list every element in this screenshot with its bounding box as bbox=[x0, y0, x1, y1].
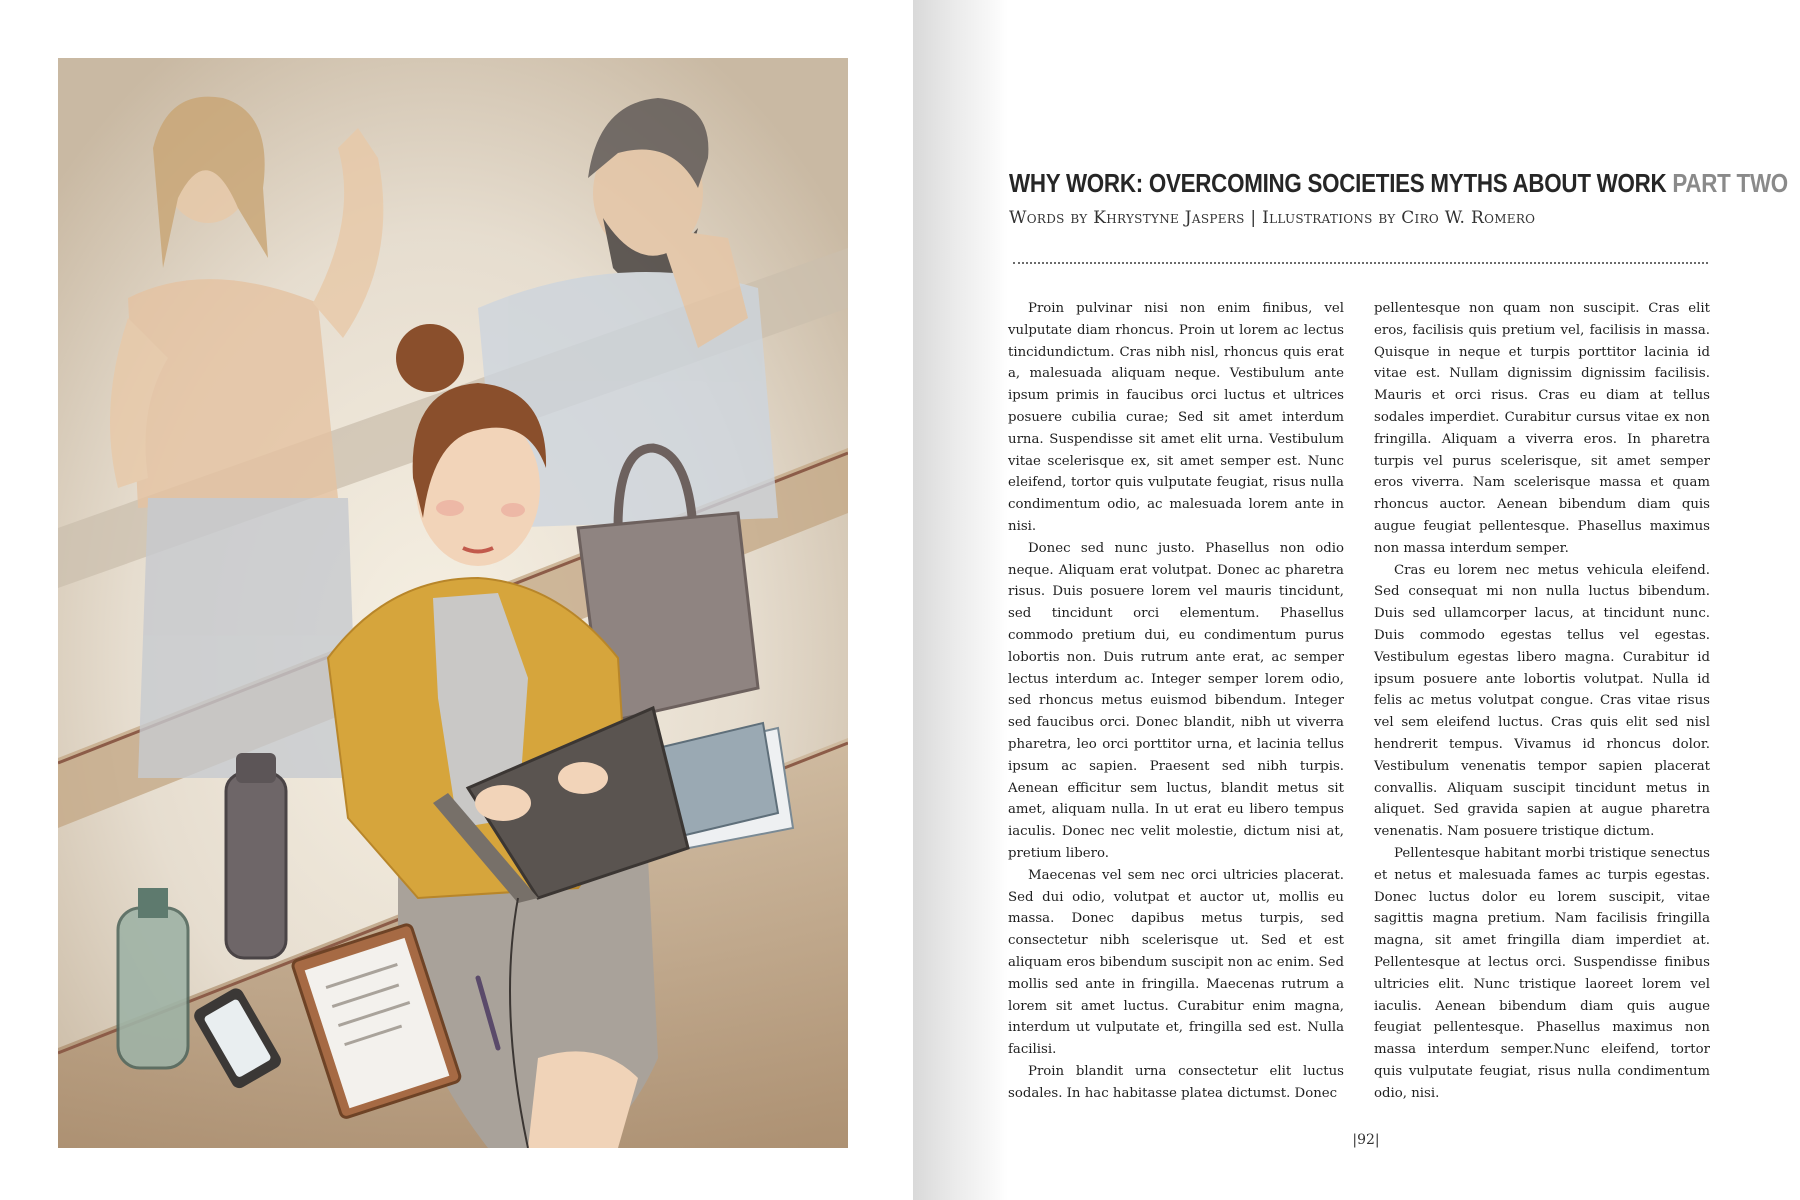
dotted-divider bbox=[1013, 262, 1708, 264]
thermos bbox=[226, 753, 286, 958]
paragraph: Proin pulvinar nisi non enim finibus, vel vulputate diam rhoncus. Proin ut lorem ac lectus tincidundictum. Cras nibh nisl, rhoncus quis erat a, malesuada aliquam neque. Vestibulum ante ipsum primis in faucibus orci luctus et ultrices posuere cubilia curae; Sed sit amet interdum urna. Suspendisse sit amet elit urna. Vestibulum vitae scelerisque ex, sit amet semper est. Nunc eleifend, tortor quis vulputate feugiat, risus nulla condimentum odio, ac malesuada lorem ante in nisi. bbox=[1008, 301, 1344, 534]
paragraph: Donec sed nunc justo. Phasellus non odio neque. Aliquam erat volutpat. Donec ac pharetra risus. Duis posuere lorem vel mauris tincidunt, sed tincidunt orci elementum. Phasellus commodo pretium dui, eu condimentum purus lobortis non. Duis rutrum ante erat, ac semper lectus interdum ac. Integer semper lorem odio, sed rhoncus metus euismod bibendum. Integer sed faucibus orci. Donec blandit, nibh ut viverra pharetra, leo orci porttitor urna, et lacinia tellus ipsum ac sapien. Praesent sed nibh turpis. Aenean efficitur sem luctus, blandit metus sit amet, aliquam nulla. In ut erat eu libero tempus iaculis. Donec nec velit molestie, dictum nisi at, pretium libero. bbox=[1008, 540, 1344, 861]
paragraph: Cras eu lorem nec metus vehicula eleifend. Sed consequat mi non nulla luctus bibendum. Duis sed ullamcorper lacus, at tincidunt nunc. Duis commodo egestas tellus vel egestas. Vestibulum egestas libero magna. Curabitur id ipsum posuere ante lobortis volutpat. Nulla id felis ac metus volutpat congue. Cras vitae risus vel sem eleifend luctus. Cras quis elit sed nisl hendrerit tempus. Vivamus id rhoncus dolor. Vestibulum venenatis tempor sapien placerat convallis. Aliquam suscipit tincidunt metus in aliquet. Sed gravida sapien at augue pharetra venenatis. Nam posuere tristique dictum. bbox=[1374, 562, 1710, 840]
text-column-right bbox=[1374, 298, 1710, 1104]
book-spine-shadow bbox=[913, 0, 1008, 1200]
text-column-left bbox=[1008, 298, 1344, 1104]
water-bottle bbox=[118, 888, 188, 1068]
title-main: WHY WORK: OVERCOMING SOCIETIES MYTHS ABOUT WORK bbox=[1009, 168, 1667, 198]
paragraph: pellentesque non quam non suscipit. Cras elit eros, facilisis quis pretium vel, facilisis in massa. Quisque in neque et turpis porttitor lacinia id vitae est. Nullam dignissim dignissim facilisis. Mauris et orci risus. Cras eu diam at tellus sodales imperdiet. Curabitur cursus vitae ex non fringilla. Aliquam a viverra eros. In pharetra turpis vel purus scelerisque, sit amet semper eros viverra. Nam scelerisque massa et quam rhoncus auctor. Aenean bibendum diam quis augue feugiat pellentesque. Phasellus maximus non massa interdum semper. bbox=[1374, 301, 1710, 556]
article-illustration bbox=[58, 58, 848, 1148]
article-byline: Words by Khrystyne Jaspers | Illustrations by Ciro W. Romero bbox=[1009, 208, 1536, 228]
paragraph: Maecenas vel sem nec orci ultricies placerat. Sed dui odio, volutpat et auctor ut, mollis eu massa. Donec dapibus metus turpis, sed consectetur nibh scelerisque ut. Sed et est aliquam eros bibendum suscipit non ac enim. Sed mollis sed ante in fringilla. Maecenas rutrum a lorem sit amet luctus. Curabitur enim magna, interdum ut vulputate et, fringilla sed est. Nulla facilisi. bbox=[1008, 867, 1344, 1058]
illustration-artwork bbox=[58, 58, 848, 1148]
article-title bbox=[1009, 168, 1788, 199]
page-number: |92| bbox=[1352, 1132, 1380, 1148]
paragraph: Pellentesque habitant morbi tristique senectus et netus et malesuada fames ac turpis egestas. Donec luctus dolor eu lorem suscipit, vitae sagittis magna pretium. Nam facilisis fringilla magna, sit amet fringilla diam imperdiet at. Pellentesque at lectus orci. Suspendisse finibus ultricies elit. Nunc tristique laoreet lorem vel iaculis. Aenean bibendum diam quis augue feugiat pellentesque. Phasellus maximus non massa interdum semper.Nunc eleifend, tortor quis vulputate feugiat, risus nulla condimentum odio, nisi. bbox=[1374, 845, 1710, 1101]
paragraph: Proin blandit urna consectetur elit luctus sodales. In hac habitasse platea dictumst. Donec bbox=[1008, 1063, 1344, 1101]
title-part: PART TWO bbox=[1672, 168, 1788, 198]
